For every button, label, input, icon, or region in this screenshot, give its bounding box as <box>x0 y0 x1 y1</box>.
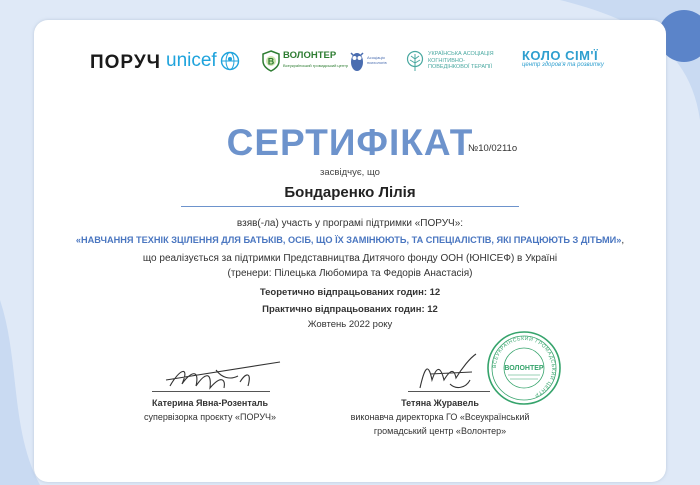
signature-2-name: Тетяна Журавель <box>401 398 479 408</box>
volonter-shield-icon <box>262 50 280 72</box>
support-text: що реалізується за підтримки Представництва Дитячого фонду ООН (ЮНІСЕФ) в Україні <box>142 253 558 264</box>
signature-2-role-line2: громадський центр «Волонтер» <box>373 426 507 436</box>
psychologists-logo <box>350 48 401 72</box>
unicef-logo-text: unicef <box>166 50 217 71</box>
signature-2-scribble <box>410 350 490 394</box>
recipient-underline <box>181 206 519 207</box>
volonter-logo-text: ВОЛОНТЕР <box>283 50 337 61</box>
practice-hours: Практично відпрацьованих годин: 12 <box>262 304 438 315</box>
program-suffix: , <box>621 235 625 246</box>
stamp-outer-text: ВСЕУКРАЇНСЬКИЙ ГРОМАДСЬКИЙ ЦЕНТР <box>491 335 557 398</box>
participation-text: взяв(-ла) участь у програмі підтримки «ПОРУЧ»: <box>236 218 464 229</box>
signature-1-line <box>152 391 270 392</box>
signature-1-role: супервізорка проєкту «ПОРУЧ» <box>143 412 277 422</box>
signature-1-scribble <box>160 358 290 394</box>
poruch-logo <box>90 52 161 74</box>
kolo-simi-logo-text: КОЛО СІМ'Ї <box>522 48 599 63</box>
kolo-simi-logo <box>522 48 604 68</box>
partner-logos <box>0 0 700 90</box>
certificate-number: №10/0211о <box>468 143 518 154</box>
owl-icon <box>350 48 364 72</box>
cbt-association-logo <box>405 50 506 72</box>
unicef-logo <box>166 50 240 72</box>
theory-hours: Теоретично відпрацьованих годин: 12 <box>259 287 441 298</box>
volonter-logo-subtitle: Всеукраїнський громадський центр <box>283 63 349 68</box>
psychologists-logo-text: Асоціація психологів <box>367 55 387 65</box>
recipient-name: Бондаренко Лілія <box>284 184 416 201</box>
volonter-stamp <box>486 330 562 406</box>
signature-2-role-line1: виконавча директорка ГО «Всеукраїнський <box>350 412 530 422</box>
program-line <box>0 235 700 246</box>
signature-1-name: Катерина Явна-Розенталь <box>151 398 269 408</box>
poruch-logo-text: ПОРУЧ <box>90 52 162 73</box>
kolo-simi-logo-subtitle: центр здоров'я та розвитку <box>522 62 604 68</box>
svg-text:B: B <box>267 56 275 67</box>
program-title: «НАВЧАННЯ ТЕХНІК ЗЦІЛЕННЯ ДЛЯ БАТЬКІВ, ОСІБ, ЩО ЇХ ЗАМІНЮЮТЬ, ТА СПЕЦІАЛІСТІВ, ЯКІ ПРАЦЮЮТЬ З ДІТЬМИ» <box>75 235 622 245</box>
stamp-center-text: ВОЛОНТЕР <box>504 365 544 372</box>
volonter-logo <box>262 50 348 72</box>
certificate-date: Жовтень 2022 року <box>307 319 393 330</box>
unicef-globe-icon <box>220 51 240 71</box>
certificate-title: СЕРТИФІКАТ <box>226 122 474 163</box>
tree-icon <box>405 50 425 72</box>
cbt-association-logo-text: УКРАЇНСЬКА АСОЦІАЦІЯ КОГНІТИВНО-ПОВЕДІНКОВОЇ ТЕРАПІЇ <box>428 51 494 71</box>
trainers-text: (тренери: Пілецька Любомира та Федорів Анастасія) <box>227 268 473 279</box>
witness-text: засвідчує, що <box>320 167 380 178</box>
signature-2-line <box>408 391 490 392</box>
